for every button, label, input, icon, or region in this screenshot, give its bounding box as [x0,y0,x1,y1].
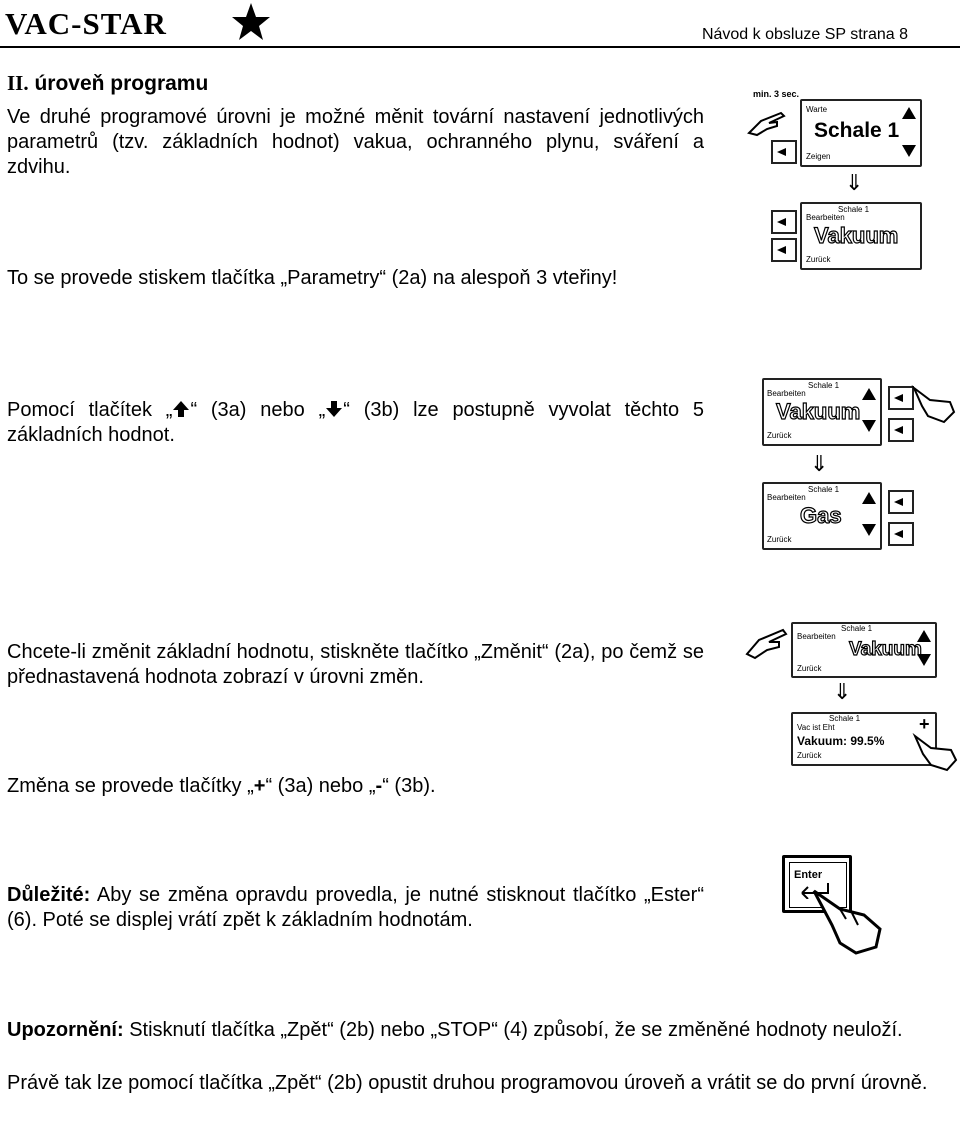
down-triangle-icon [917,654,931,666]
up-triangle-icon [862,388,876,400]
lcd-bottom-label: Zurück [797,751,822,760]
lcd-bottom-label: Zurück [797,664,822,673]
lcd-top-label: Bearbeiten [767,493,806,502]
lcd-bottom-label: Zurück [806,255,831,264]
down-triangle-icon [862,420,876,432]
section-title [7,71,208,96]
lcd-main-value: Vakuum: 99.5% [797,734,885,748]
pm-text-a: Změna se provede tlačítky „ [7,775,254,797]
lcd-corner-label: Schale 1 [808,485,840,494]
lcd-main-value: Vakuum [849,639,922,660]
lcd-panel-schale [800,99,922,167]
lcd-corner-label: Schale 1 [808,381,840,390]
page-reference: Návod k obsluze SP strana 8 [701,26,908,43]
lcd-top-label: Vac ist Eht [797,723,835,732]
pressing-hand-icon [910,382,956,426]
plus-minus-paragraph [7,774,704,799]
lcd-panel-vakuum [791,622,937,678]
nav-text-b: “ (3a) nebo „ [190,399,326,421]
lcd-corner-label: Schale 1 [829,714,861,723]
header-divider [0,46,960,48]
warning-text: Stisknutí tlačítka „Zpět“ (2b) nebo „STOP“ (4) způsobí, že se změněné hodnoty neuloží. [123,1019,903,1041]
logo-text: VAC-STAR [5,6,167,41]
nav-text-c: “ (3b) lze postupně vyvolat těchto 5 základních hodnot. [7,399,704,446]
minus-symbol: - [375,775,383,797]
plus-symbol: + [253,775,266,797]
nav-text-a: Pomocí tlačítek „ [7,399,173,421]
figure-navigate-values [762,378,960,550]
lcd-bottom-label: Zeigen [806,152,831,161]
arrow-down-icon [325,400,343,418]
left-key-button[interactable] [771,238,797,262]
section-title-text: úroveň programu [34,72,209,95]
lcd-top-label: Bearbeiten [806,213,845,222]
figure-change-value [745,620,960,770]
lcd-panel-vakuum [800,202,922,270]
enter-key-label: Enter [794,869,823,881]
up-triangle-icon [917,630,931,642]
lcd-bottom-label: Zurück [767,535,792,544]
lcd-top-label: Warte [806,105,828,114]
lcd-corner-label: Schale 1 [838,205,870,214]
figure-enter-key [782,855,887,955]
lcd-main-value: Gas [800,503,842,528]
flow-down-arrow-icon: ⇓ [845,171,864,196]
pressing-hand-icon [810,885,886,955]
down-triangle-icon [902,145,916,157]
section-numeral: II. [7,71,29,95]
intro-paragraph: Ve druhé programové úrovni je možné měnit tovární nastavení jednotlivých parametrů (tzv. základních hodnot) vakua, ochranného plynu, sváření a zdvihu. [7,106,704,178]
lcd-main-value: Vakuum [814,223,899,248]
parameters-paragraph: To se provede stiskem tlačítka „Parametry“ (2a) na alespoň 3 vteřiny! [7,267,618,289]
important-label: Důležité: [7,884,91,906]
lcd-top-label: Bearbeiten [767,389,806,398]
lcd-main-value: Vakuum [776,399,861,424]
arrow-up-icon [172,400,190,418]
left-key-button[interactable] [771,140,797,164]
up-triangle-icon [862,492,876,504]
vac-star-logo [5,2,270,44]
star-icon [231,2,271,42]
exit-paragraph: Právě tak lze pomocí tlačítka „Zpět“ (2b) opustit druhou programovou úroveň a vrátit se do první úrovně. [7,1072,928,1094]
lcd-corner-label: Schale 1 [841,624,873,633]
pm-text-b: “ (3a) nebo „ [265,775,376,797]
down-triangle-icon [862,524,876,536]
up-key-button[interactable] [888,490,914,514]
pm-text-c: “ (3b). [382,775,436,797]
warning-label: Upozornění: [7,1019,124,1041]
warning-paragraph [7,1018,955,1043]
pressing-hand-icon [747,107,787,137]
plus-label: + [919,714,930,734]
down-key-button[interactable] [888,522,914,546]
pressing-hand-icon [911,732,959,772]
figure-hold-parameters [745,85,960,275]
flow-down-arrow-icon: ⇓ [810,452,829,477]
pressing-hand-icon [745,624,789,660]
lcd-panel-gas [762,482,882,550]
lcd-main-value: Schale 1 [814,119,900,142]
lcd-top-label: Bearbeiten [797,632,836,641]
important-text: Aby se změna opravdu provedla, je nutné stisknout tlačítko „Ester“ (6). Poté se displej vrátí zpět k základním hodnotám. [7,884,704,931]
left-key-button[interactable] [771,210,797,234]
up-triangle-icon [902,107,916,119]
change-paragraph: Chcete-li změnit základní hodnotu, stiskněte tlačítko „Změnit“ (2a), po čemž se přednastavená hodnota zobrazí v úrovni změn. [7,641,704,688]
flow-down-arrow-icon: ⇓ [833,680,852,705]
lcd-panel-vakuum [762,378,882,446]
navigation-paragraph [7,398,704,448]
important-paragraph [7,883,704,933]
hold-duration-label: min. 3 sec. [753,89,800,99]
lcd-bottom-label: Zurück [767,431,792,440]
